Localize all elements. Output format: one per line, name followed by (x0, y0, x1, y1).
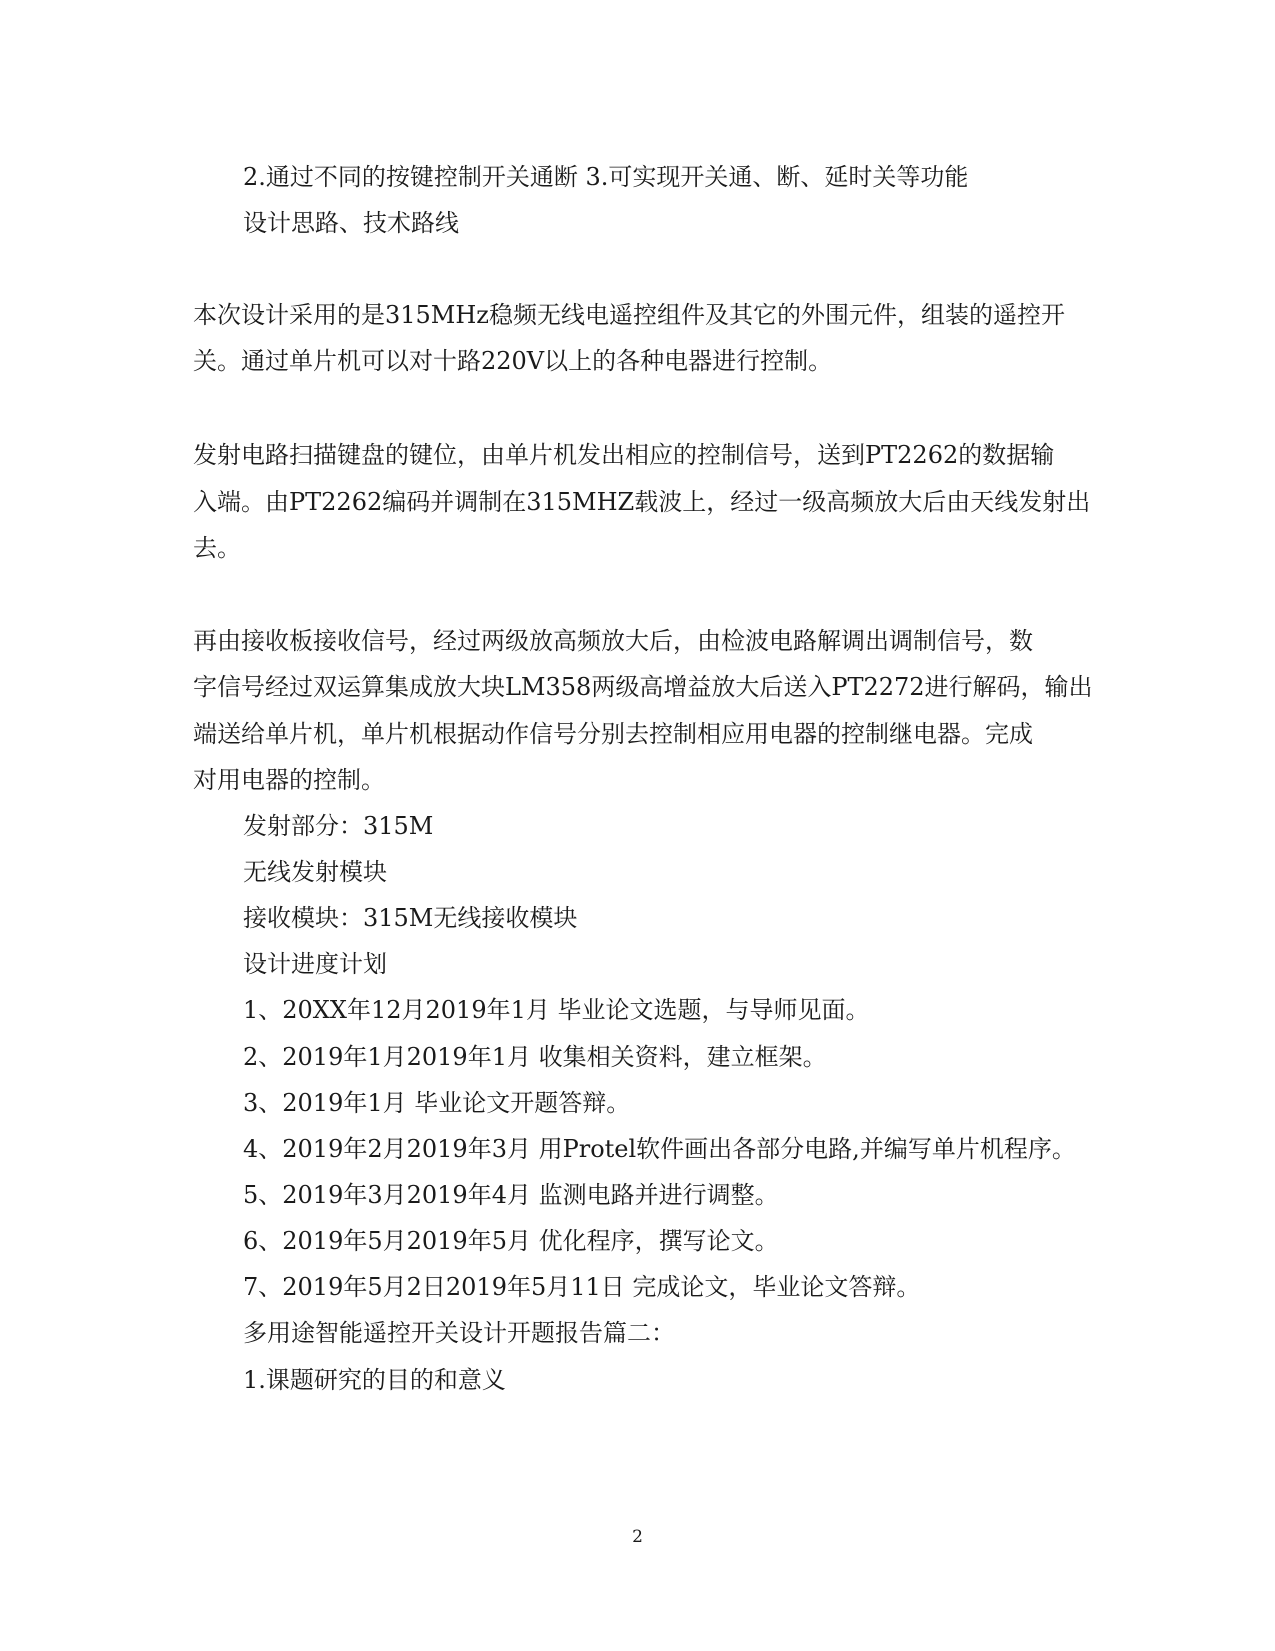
paragraph-line: 去。 (193, 534, 241, 562)
page-number: 2 (632, 1527, 643, 1547)
subsection-heading: 1.课题研究的目的和意义 (243, 1366, 506, 1394)
paragraph-line: 发射电路扫描键盘的键位，由单片机发出相应的控制信号，送到PT2262的数据输 (193, 441, 1055, 469)
paragraph-line: 对用电器的控制。 (193, 766, 385, 794)
feature-list-line: 2.通过不同的按键控制开关通断 3.可实现开关通、断、延时关等功能 (243, 163, 969, 191)
paragraph-line: 端送给单片机，单片机根据动作信号分别去控制相应用电器的控制继电器。完成 (193, 720, 1033, 748)
schedule-item: 5、2019年3月2019年4月 监测电路并进行调整。 (243, 1181, 779, 1209)
section-heading-schedule: 设计进度计划 (243, 950, 387, 978)
section-heading-design-approach: 设计思路、技术路线 (243, 209, 459, 237)
transmitter-module-line: 无线发射模块 (243, 858, 387, 886)
paragraph-line: 再由接收板接收信号，经过两级放高频放大后，由检波电路解调出调制信号，数 (193, 627, 1033, 655)
schedule-item: 3、2019年1月 毕业论文开题答辩。 (243, 1089, 631, 1117)
paragraph-line: 入端。由PT2262编码并调制在315MHZ载波上，经过一级高频放大后由天线发射出 (193, 488, 1091, 516)
schedule-item: 4、2019年2月2019年3月 用Protel软件画出各部分电路,并编写单片机程序。 (243, 1135, 1076, 1163)
schedule-item: 1、20XX年12月2019年1月 毕业论文选题，与导师见面。 (243, 996, 870, 1024)
paragraph-line: 关。通过单片机可以对十路220V以上的各种电器进行控制。 (193, 347, 833, 375)
transmitter-line: 发射部分：315M (243, 812, 434, 840)
receiver-module-line: 接收模块：315M无线接收模块 (243, 904, 578, 932)
paragraph-line: 字信号经过双运算集成放大块LM358两级高增益放大后送入PT2272进行解码，输出 (193, 673, 1093, 701)
schedule-item: 6、2019年5月2019年5月 优化程序，撰写论文。 (243, 1227, 779, 1255)
paragraph-line: 本次设计采用的是315MHz稳频无线电遥控组件及其它的外围元件，组装的遥控开 (193, 301, 1065, 329)
schedule-item: 2、2019年1月2019年1月 收集相关资料，建立框架。 (243, 1043, 827, 1071)
schedule-item: 7、2019年5月2日2019年5月11日 完成论文，毕业论文答辩。 (243, 1273, 921, 1301)
report-part-two-heading: 多用途智能遥控开关设计开题报告篇二： (243, 1319, 675, 1347)
